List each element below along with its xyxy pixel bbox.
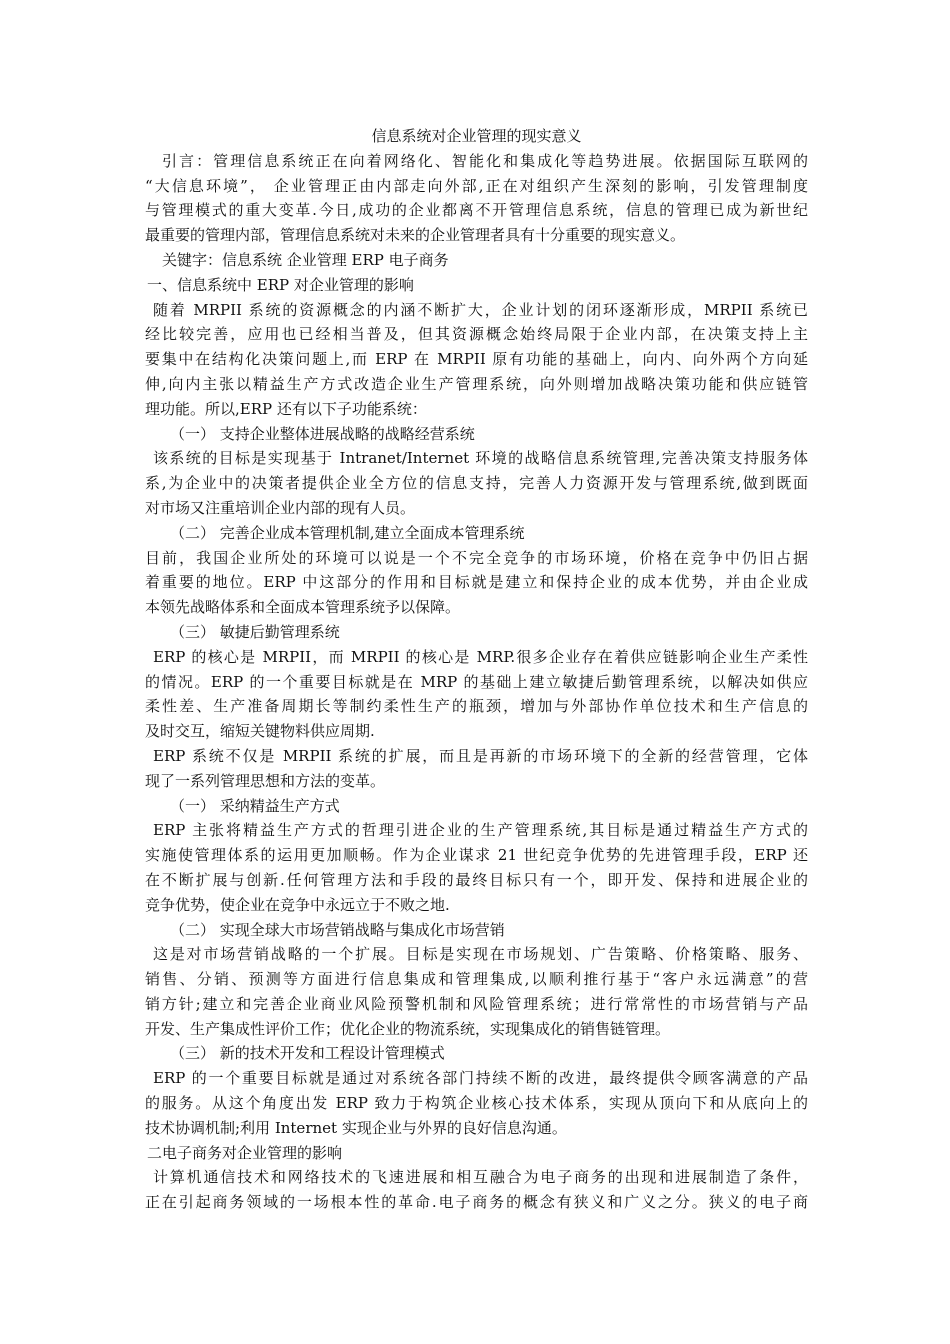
paragraph-line: ERP 的一个重要目标就是通过对系统各部门持续不断的改进，最终提供令顾客满意的产品 [153,1069,808,1088]
subsection-heading: （二） 实现全球大市场营销战略与集成化市场营销 [170,920,505,939]
paragraph-line: 柔性差、生产准备周期长等制约柔性生产的瓶颈，增加与外部协作单位技术和生产信息的 [145,697,808,716]
paragraph-line: 伸,向内主张以精益生产方式改造企业生产管理系统，向外则增加战略决策功能和供应链管 [145,374,808,393]
paragraph-line: 竞争优势，使企业在竞争中永远立于不败之地. [145,895,450,914]
paragraph-line: 最重要的管理内部，管理信息系统对未来的企业管理者具有十分重要的现实意义。 [145,226,686,245]
paragraph-line: 在不断扩展与创新.任何管理方法和手段的最终目标只有一个，即开发、保持和进展企业的 [145,870,808,889]
paragraph-line: 对市场又注重培训企业内部的现有人员。 [145,498,416,517]
paragraph-line: ERP 系统不仅是 MRPII 系统的扩展，而且是再新的市场环境下的全新的经营管理，它体 [153,746,808,765]
subsection-heading: （二） 完善企业成本管理机制,建立全面成本管理系统 [170,523,525,542]
paragraph-line: ERP 主张将精益生产方式的哲理引进企业的生产管理系统,其目标是通过精益生产方式的 [153,821,808,840]
paragraph-line: 销方针;建立和完善企业商业风险预警机制和风险管理系统；进行常常性的市场营销与产品 [145,994,808,1013]
paragraph-line: “大信息环境”， 企业管理正由内部走向外部,正在对组织产生深刻的影响，引发管理制度 [145,176,808,195]
subsection-heading: （三） 新的技术开发和工程设计管理模式 [170,1044,445,1063]
paragraph-line: 现了一系列管理思想和方法的变革。 [145,771,386,790]
paragraph-line: 理功能。所以,ERP 还有以下子功能系统： [145,399,427,418]
paragraph-line: 计算机通信技术和网络技术的飞速进展和相互融合为电子商务的出现和进展制造了条件， [153,1168,808,1187]
subsection-heading: （三） 敏捷后勤管理系统 [170,622,340,641]
paragraph-line: 经比较完善，应用也已经相当普及，但其资源概念始终局限于企业内部，在决策支持上主 [145,325,808,344]
paragraph-line: 着重要的地位。ERP 中这部分的作用和目标就是建立和保持企业的成本优势，并由企业成 [145,573,808,592]
keywords-line: 关键字：信息系统 企业管理 ERP 电子商务 [162,250,449,269]
paragraph-line: 及时交互，缩短关键物料供应周期. [145,722,375,741]
paragraph-line: 开发、生产集成性评价工作；优化企业的物流系统，实现集成化的销售链管理。 [145,1019,671,1038]
subsection-heading: （一） 采纳精益生产方式 [170,796,340,815]
document-title: 信息系统对企业管理的现实意义 [371,127,582,145]
paragraph-line: 技术协调机制;利用 Internet 实现企业与外界的良好信息沟通。 [145,1118,567,1137]
paragraph-line: 销售、分销、预测等方面进行信息集成和管理集成,以顺利推行基于“客户永远满意”的营 [145,970,808,989]
paragraph-line: 该系统的目标是实现基于 Intranet/Internet 环境的战略信息系统管理,完善决策支持服务体 [153,449,808,468]
paragraph-line: 引言：管理信息系统正在向着网络化、智能化和集成化等趋势进展。依据国际互联网的 [162,151,808,170]
paragraph-line: 系,为企业中的决策者提供企业全方位的信息支持，完善人力资源开发与管理系统,做到既面 [145,474,808,493]
paragraph-line: 目前，我国企业所处的环境可以说是一个不完全竞争的市场环境，价格在竞争中仍旧占据 [145,548,808,567]
section-heading: 一、信息系统中 ERP 对企业管理的影响 [147,275,414,294]
paragraph-line: ERP 的核心是 MRPII，而 MRPII 的核心是 MRP.很多企业存在着供应链影响企业生产柔性 [153,647,808,666]
paragraph-line: 这是对市场营销战略的一个扩展。目标是实现在市场规划、广告策略、价格策略、服务、 [153,945,808,964]
paragraph-line: 的服务。从这个角度出发 ERP 致力于构筑企业核心技术体系，实现从顶向下和从底向上的 [145,1094,808,1113]
document-body [145,124,808,1215]
paragraph-line: 与管理模式的重大变革.今日,成功的企业都离不开管理信息系统，信息的管理已成为新世纪 [145,201,808,220]
subsection-heading: （一） 支持企业整体进展战略的战略经营系统 [170,424,475,443]
paragraph-line: 实施使管理体系的运用更加顺畅。作为企业谋求 21 世纪竞争优势的先进管理手段，ERP 还 [145,846,808,865]
paragraph-line: 要集中在结构化决策问题上,而 ERP 在 MRPII 原有功能的基础上，向内、向外两个方向延 [145,350,808,369]
paragraph-line: 本领先战略体系和全面成本管理系统予以保障。 [145,598,461,617]
paragraph-line: 正在引起商务领域的一场根本性的革命.电子商务的概念有狭义和广义之分。狭义的电子商 [145,1193,808,1212]
paragraph-line: 随着 MRPII 系统的资源概念的内涵不断扩大，企业计划的闭环逐渐形成，MRPII 系统已 [153,300,808,319]
paragraph-line: 的情况。ERP 的一个重要目标就是在 MRP 的基础上建立敏捷后勤管理系统，以解决如供应 [145,672,808,691]
section-heading: 二电子商务对企业管理的影响 [147,1143,343,1162]
